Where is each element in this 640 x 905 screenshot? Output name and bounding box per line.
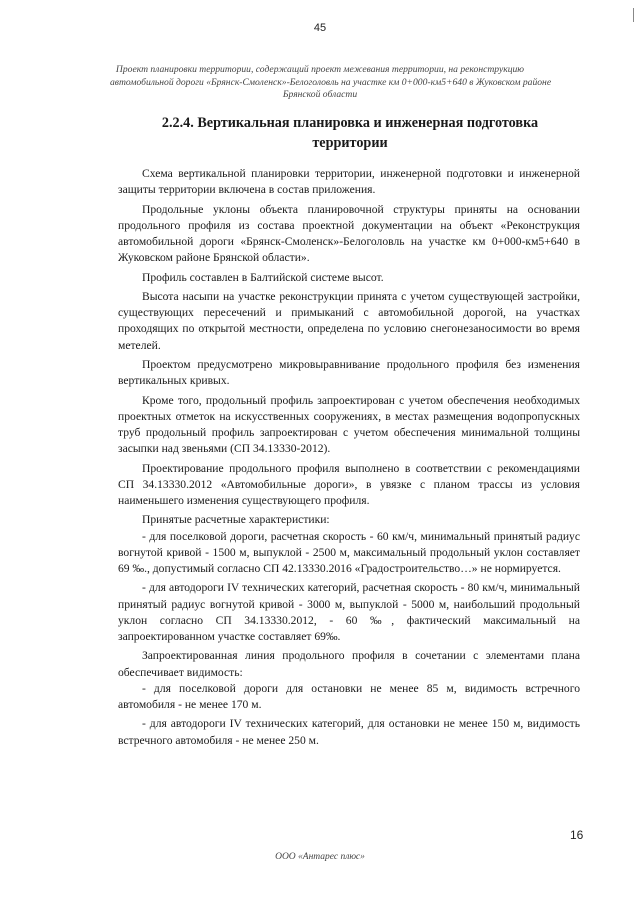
footer-company: ООО «Антарес плюс» [275,852,365,862]
section-heading-line-2: территории [312,135,388,151]
running-header-line-2: автомобильной дороги «Брянск-Смоленск»-Белоголовль на участке км 0+000-км5+640 в Жуковском районе [110,76,552,88]
paragraph-settlement-road: - для поселковой дороги, расчетная скорость - 60 км/ч, минимальный принятый радиус вогнутой кривой - 1500 м, выпуклой - 2500 м, максимальный продольный уклон составляет 69 ‰., допустимый согласно СП 42.13330.2016 «Градостроительство…» не нормируется. [118,529,580,575]
running-header-line-1: Проект планировки территории, содержащий проект межевания территории, на реконструкцию [115,64,525,75]
paragraph-structures: Кроме того, продольный профиль запроектирован с учетом обеспечения необходимых проектных отметок на искусственных сооружениях, в местах размещения водопропускных труб продольный профиль запроектирован с учетом обеспечения минимальной толщины засыпки над звеньями (СП 34.13330-2012). [118,393,580,456]
paragraph-longitudinal-slopes: Продольные уклоны объекта планировочной структуры приняты на основании продольного профиля из состава проектной документации на объект «Реконструкция автомобильной дороги «Брянск-Смоленск»-Белоголовль на участке км 0+000-км5+640 в Жуковском районе Брянской области». [118,202,580,265]
paragraph-height-system: Профиль составлен в Балтийской системе высот. [142,270,384,284]
section-heading [110,113,590,153]
paragraph-micro-leveling: Проектом предусмотрено микровыравнивание продольного профиля без изменения вертикальных кривых. [118,357,580,388]
paragraph-scheme: Схема вертикальной планировки территории, инженерной подготовки и инженерной защиты территории включена в состав приложения. [118,167,580,197]
paragraph-highway-category-iv: - для автодороги IV технических категорий, расчетная скорость - 80 км/ч, минимальный принятый радиус вогнутой кривой - 3000 м, выпуклой - 5000 м, наибольший продольный уклон согласно СП 34.13330.2012, - 60 ‰, фактический максимальный на запроектированном участке составляет 69‰. [118,581,580,643]
paragraph-embankment-height: Высота насыпи на участке реконструкции принята с учетом существующей застройки, существующих пересечений и примыканий с автомобильной дорогой, на участках проходящих по открытой местности, определена по условию снегонезаносимости во время метелей. [118,289,580,352]
margin-tick [633,8,634,22]
paragraph-visibility-highway: - для автодороги IV технических категорий, для остановки не менее 150 м, видимость встречного автомобиля - не менее 250 м. [118,717,580,747]
paragraph-visibility-settlement: - для поселковой дороги для остановки не менее 85 м, видимость встречного автомобиля - не менее 170 м. [118,681,580,711]
section-heading-line-1: 2.2.4. Вертикальная планировка и инженерная подготовка [161,115,539,131]
running-header-line-3: Брянской области [282,89,358,100]
paragraph-design-characteristics: Принятые расчетные характеристики: [142,513,330,527]
page-number-bottom: 16 [570,828,584,842]
running-header [110,64,552,102]
paragraph-visibility: Запроектированная линия продольного профиля в сочетании с элементами плана обеспечивает видимость: [118,649,580,679]
body-text [118,166,580,752]
paragraph-design-compliance: Проектирование продольного профиля выполнено в соответствии с рекомендациями СП 34.13330.2012 «Автомобильные дороги», в увязке с планом трассы из условия наименьшего изменения существующего профиля. [118,461,580,507]
page-number-top: 45 [313,22,327,34]
